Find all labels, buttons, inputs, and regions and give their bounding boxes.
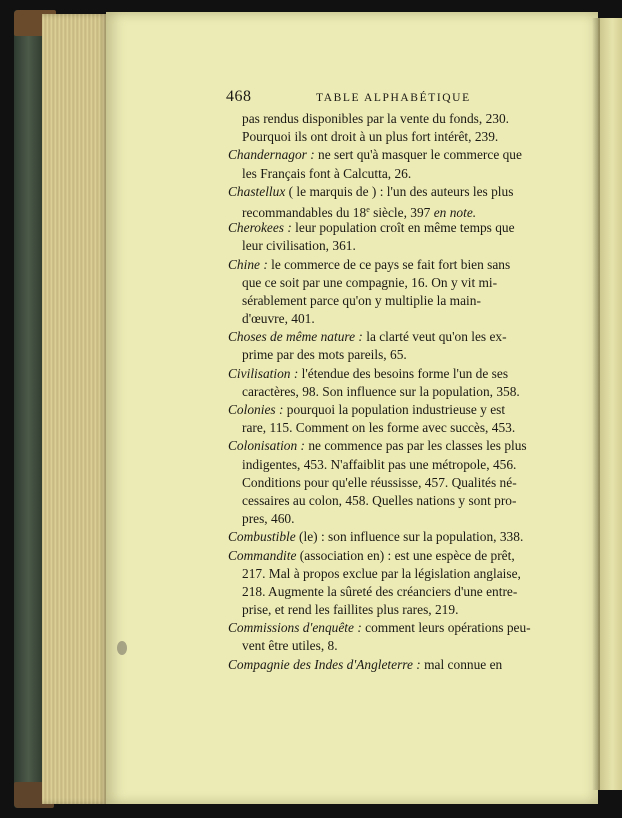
- index-line-continuation: [226, 637, 546, 655]
- index-line-continuation: [226, 274, 546, 292]
- index-line-continuation: [226, 583, 546, 601]
- index-text: d'œuvre, 401.: [242, 311, 315, 327]
- index-entry-line: [226, 528, 546, 546]
- index-line-continuation: [226, 237, 546, 255]
- index-line-continuation: [226, 292, 546, 310]
- index-term: en note.: [433, 204, 477, 220]
- index-text: mal connue en: [420, 656, 503, 672]
- index-line-continuation: [226, 565, 546, 583]
- index-entry-line: [226, 365, 546, 383]
- index-text: leur civilisation, 361.: [242, 238, 356, 254]
- index-line-continuation: [226, 310, 546, 328]
- index-text: siècle, 397: [369, 204, 434, 220]
- index-text: ne sert qu'à masquer le commerce que: [314, 147, 522, 163]
- index-text: sérablement parce qu'on y multiplie la main-: [242, 292, 481, 308]
- index-line-continuation: [226, 165, 546, 183]
- index-text: comment leurs opérations peu-: [361, 620, 531, 636]
- index-text: rare, 115. Comment on les forme avec succès, 453.: [242, 420, 516, 436]
- index-term: Commandite: [228, 547, 297, 563]
- index-term: Chastellux: [228, 183, 286, 199]
- index-term: Commissions d'enquête :: [228, 620, 362, 636]
- index-term: Civilisation :: [228, 365, 299, 381]
- index-line-continuation: [226, 419, 546, 437]
- index-entry-line: [226, 183, 546, 201]
- index-line-continuation: [226, 601, 546, 619]
- index-text: leur population croît en même temps que: [291, 220, 515, 236]
- index-term: Cherokees :: [228, 220, 292, 236]
- index-text: que ce soit par une compagnie, 16. On y vit mi-: [242, 274, 498, 290]
- running-head: [226, 88, 566, 110]
- index-line-continuation: [226, 110, 546, 128]
- index-term: Choses de même nature :: [228, 329, 363, 345]
- index-entry-line: [226, 219, 546, 237]
- index-term: Colonisation :: [228, 438, 306, 454]
- index-line-continuation: [226, 201, 546, 219]
- index-text: (le) : son influence sur la population, 338.: [295, 529, 524, 545]
- index-text: (association en) : est une espèce de prêt,: [296, 547, 515, 563]
- index-line-continuation: [226, 492, 546, 510]
- index-text: la clarté veut qu'on les ex-: [362, 329, 507, 345]
- index-text: ( le marquis de ) : l'un des auteurs les plus: [285, 183, 514, 199]
- running-title: TABLE ALPHABÉTIQUE: [316, 92, 471, 104]
- index-text: pres, 460.: [242, 511, 295, 527]
- index-text: prime par des mots pareils, 65.: [242, 347, 407, 363]
- index-text: prise, et rend les faillites plus rares, 219.: [242, 602, 459, 618]
- index-entry-line: [226, 547, 546, 565]
- page-number: 468: [226, 88, 252, 105]
- page-edges: [42, 14, 108, 804]
- index-entry-line: [226, 256, 546, 274]
- index-text: 217. Mal à propos exclue par la législation anglaise,: [242, 565, 521, 581]
- index-text-block: [226, 110, 546, 674]
- index-term: Combustible: [228, 529, 296, 545]
- index-text: recommandables du 18: [242, 204, 367, 220]
- index-text: ne commence pas par les classes les plus: [305, 438, 527, 454]
- index-text: pourquoi la population industrieuse y est: [283, 402, 506, 417]
- index-line-continuation: [226, 128, 546, 146]
- index-entry-line: [226, 328, 546, 346]
- index-line-continuation: [226, 383, 546, 401]
- index-text: Conditions pour qu'elle réussisse, 457. Qualités né-: [242, 474, 517, 490]
- facing-page-edge: [598, 18, 622, 790]
- index-text: caractères, 98. Son influence sur la population, 358.: [242, 383, 520, 399]
- index-text: vent être utiles, 8.: [242, 638, 338, 654]
- index-text: le commerce de ce pays se fait fort bien sans: [267, 256, 511, 272]
- index-line-continuation: [226, 346, 546, 364]
- superscript: e: [366, 204, 370, 214]
- index-entry-line: [226, 146, 546, 164]
- index-term: Chine :: [228, 256, 268, 272]
- index-text: cessaires au colon, 458. Quelles nations y sont pro-: [242, 492, 517, 508]
- index-text: Pourquoi ils ont droit à un plus fort intérêt, 239.: [242, 129, 499, 145]
- index-text: pas rendus disponibles par la vente du fonds, 230.: [242, 111, 510, 126]
- index-text: l'étendue des besoins forme l'un de ses: [298, 365, 509, 381]
- index-entry-line: [226, 619, 546, 637]
- page-gutter-shadow: [592, 18, 600, 790]
- index-term: Chandernagor :: [228, 147, 315, 163]
- index-entry-line: [226, 401, 546, 419]
- index-text: indigentes, 453. N'affaiblit pas une métropole, 456.: [242, 456, 517, 472]
- page-stain: [117, 641, 127, 655]
- index-text: 218. Augmente la sûreté des créanciers d'une entre-: [242, 583, 518, 599]
- index-line-continuation: [226, 456, 546, 474]
- index-line-continuation: [226, 510, 546, 528]
- index-text: les Français font à Calcutta, 26.: [242, 165, 412, 181]
- index-entry-line: [226, 437, 546, 455]
- index-entry-line: [226, 656, 546, 674]
- index-line-continuation: [226, 474, 546, 492]
- index-term: Compagnie des Indes d'Angleterre :: [228, 656, 421, 672]
- index-term: Colonies :: [228, 402, 284, 417]
